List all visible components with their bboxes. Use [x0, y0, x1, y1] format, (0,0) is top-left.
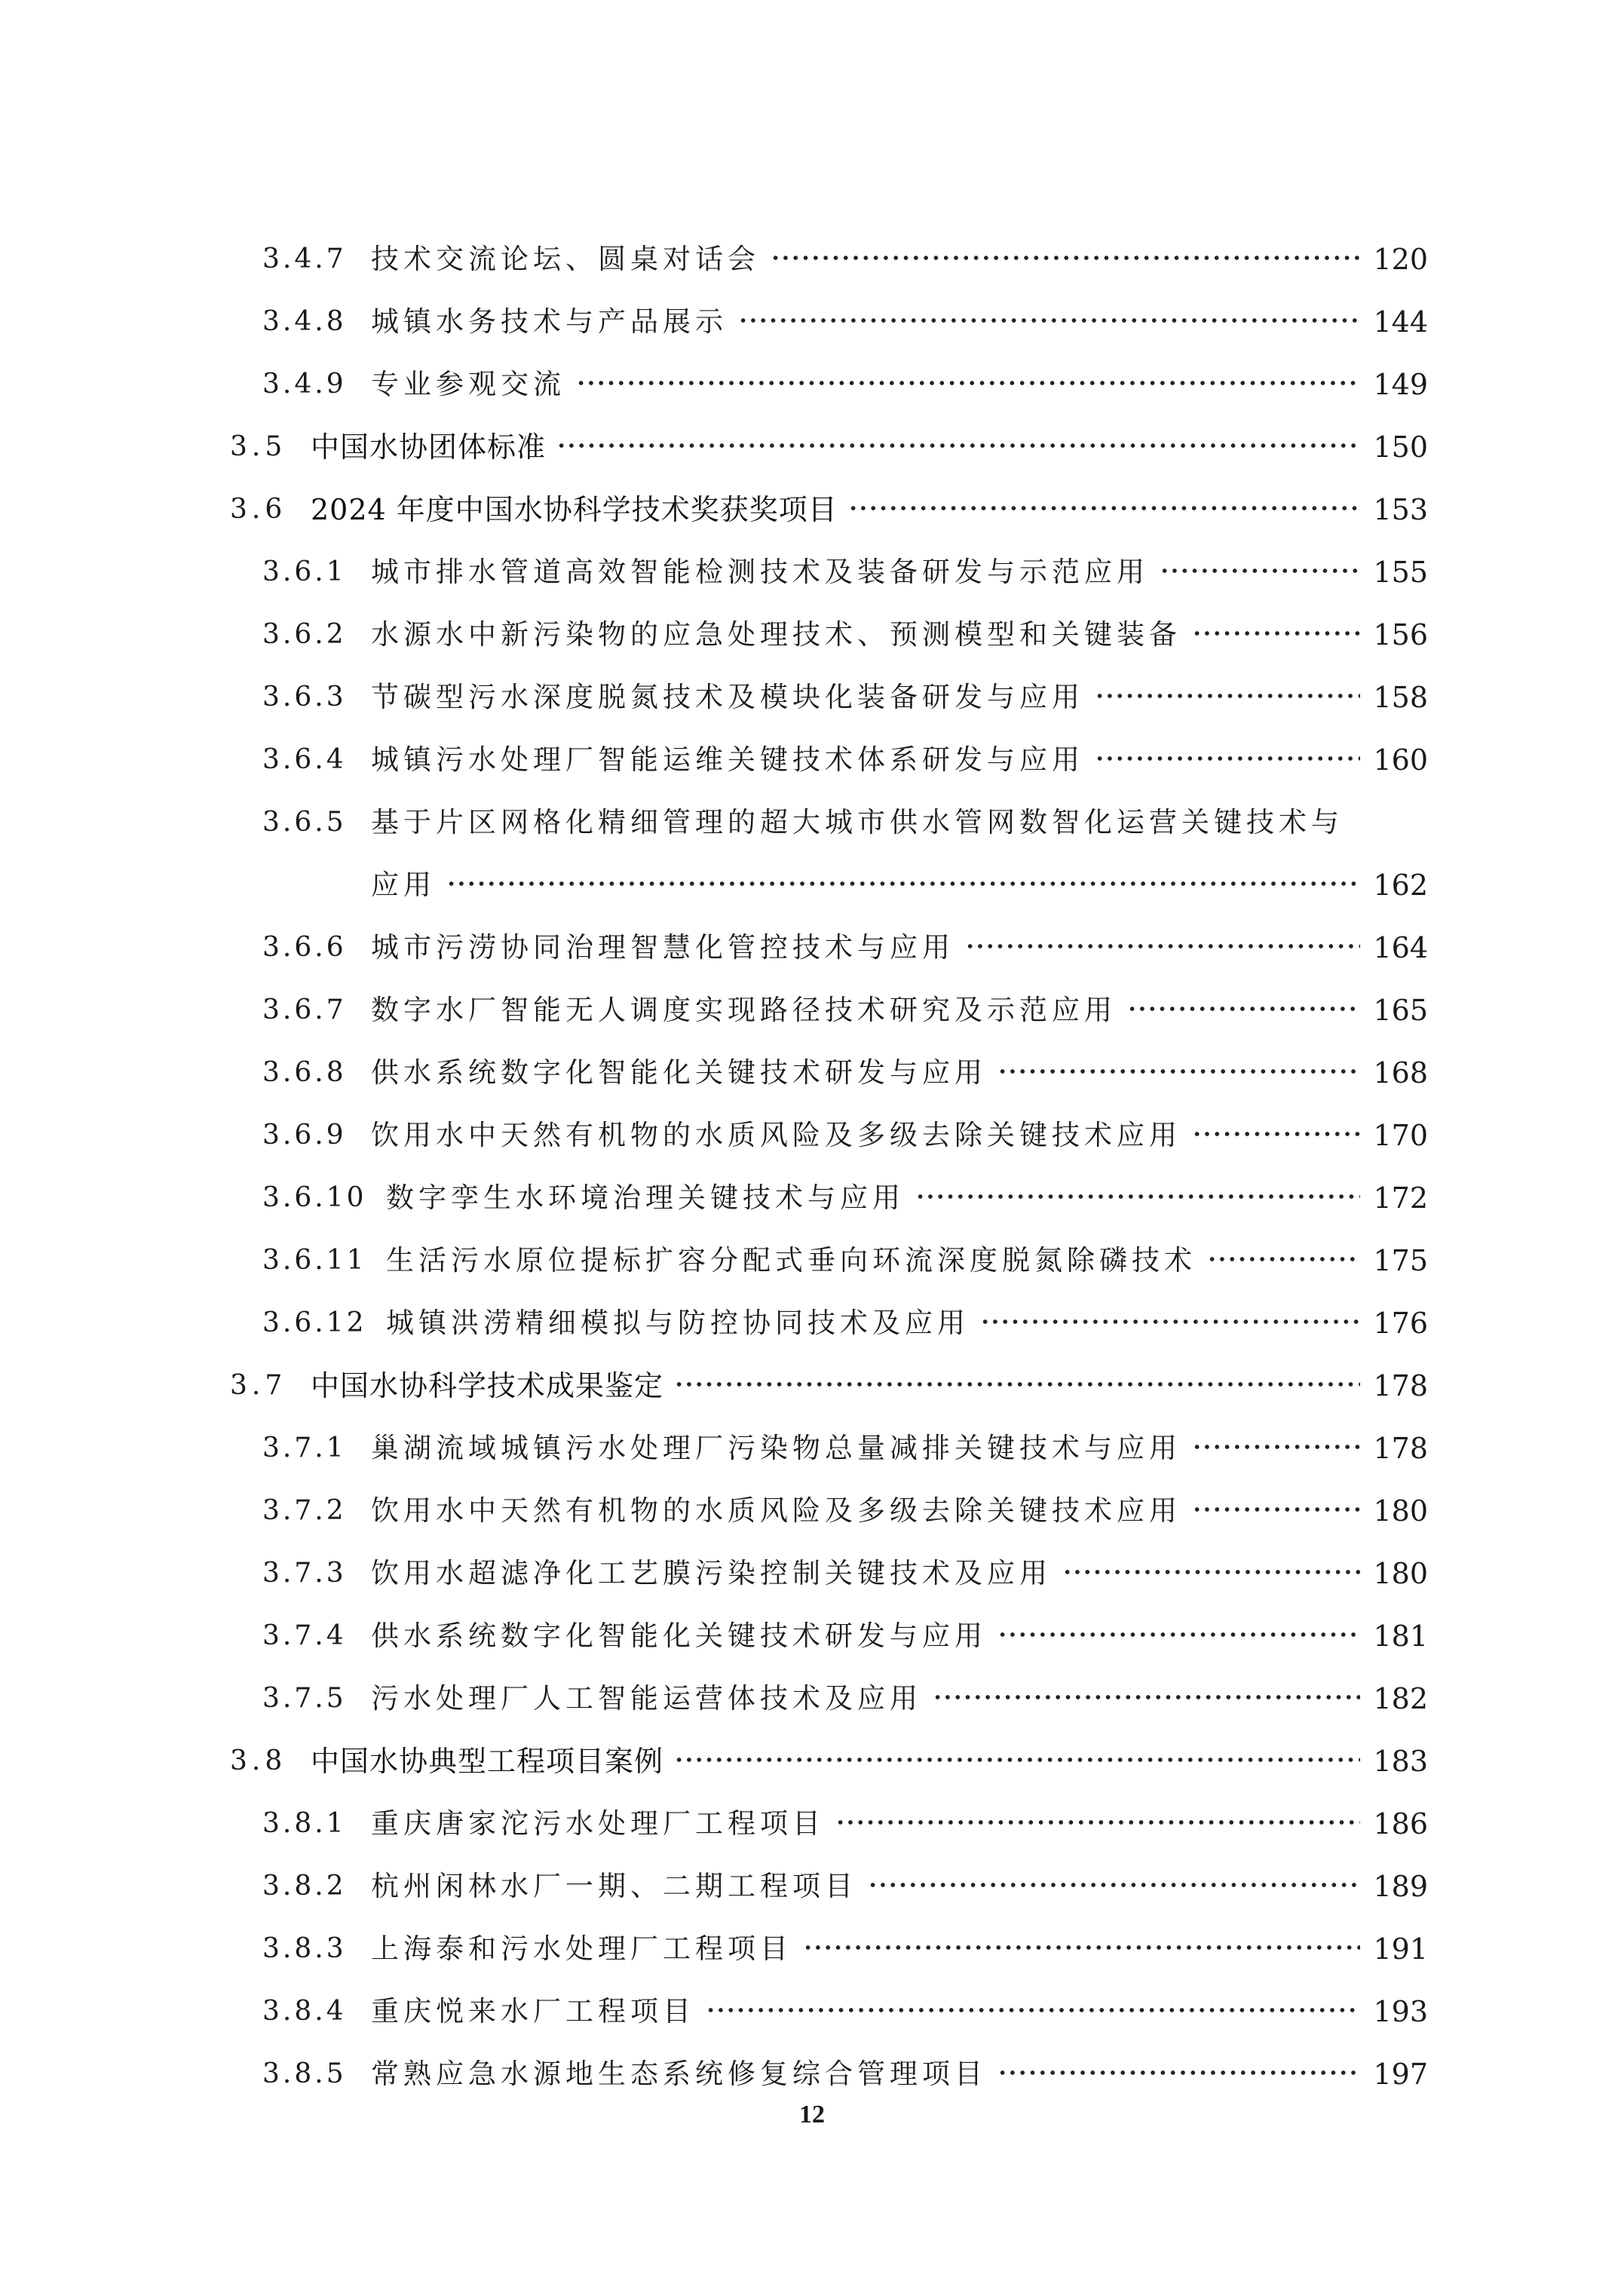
- toc-entry-number: 3.6.6: [262, 932, 347, 963]
- toc-entry-title: 中国水协团体标准: [311, 431, 547, 464]
- toc-entry-title: 生活污水原位提标扩容分配式垂向环流深度脱氮除磷技术: [386, 1244, 1197, 1276]
- toc-dot-leader: [674, 1752, 1360, 1767]
- toc-entry[interactable]: [0, 1111, 1624, 1160]
- toc-entry-page: 186: [1373, 1807, 1428, 1840]
- toc-entry[interactable]: [0, 924, 1624, 972]
- toc-entry-number: 3.6.1: [262, 556, 347, 587]
- toc-entry-number: 3.5: [230, 431, 287, 462]
- toc-entry-title: 城镇水务技术与产品展示: [371, 305, 728, 338]
- toc-entry-page: 160: [1373, 743, 1428, 777]
- toc-entry-number: 3.7: [230, 1370, 287, 1401]
- toc-entry-title: 技术交流论坛、圆桌对话会: [371, 243, 760, 275]
- toc-entry-title: 饮用水中天然有机物的水质风险及多级去除关键技术应用: [371, 1494, 1181, 1527]
- toc-entry-page: 180: [1373, 1557, 1428, 1590]
- toc-dot-leader: [674, 1377, 1360, 1392]
- toc-entry-number: 3.8.3: [262, 1933, 347, 1964]
- toc-dot-leader: [997, 1064, 1360, 1079]
- toc-entry-number: 3.7.5: [262, 1683, 347, 1714]
- toc-entry-number: 3.7.4: [262, 1620, 347, 1651]
- toc-entry-title: 重庆唐家沱污水处理厂工程项目: [371, 1807, 825, 1840]
- toc-entry-number: 3.8.2: [262, 1871, 347, 1902]
- toc-entry-page: 193: [1373, 1995, 1428, 2028]
- toc-entry[interactable]: [0, 486, 1624, 534]
- toc-entry-title: 专业参观交流: [371, 368, 565, 400]
- toc-entry-title: 污水处理厂人工智能运营体技术及应用: [371, 1682, 922, 1715]
- toc-entry-page: 197: [1373, 2058, 1428, 2091]
- toc-entry-number: 3.6: [230, 494, 287, 525]
- toc-dot-leader: [835, 1815, 1360, 1830]
- toc-entry-title: 城市污涝协同治理智慧化管控技术与应用: [371, 931, 954, 964]
- toc-entry-page: 120: [1373, 243, 1428, 276]
- toc-entry-title: 水源水中新污染物的应急处理技术、预测模型和关键装备: [371, 618, 1181, 651]
- toc-entry[interactable]: [0, 298, 1624, 346]
- toc-entry[interactable]: [0, 1362, 1624, 1410]
- toc-entry-page: 172: [1373, 1181, 1428, 1215]
- toc-dot-leader: [1127, 1001, 1360, 1016]
- toc-entry-title: 城镇洪涝精细模拟与防控协同技术及应用: [386, 1307, 970, 1339]
- toc-dot-leader: [1192, 626, 1360, 641]
- toc-entry-title: 城市排水管道高效智能检测技术及装备研发与示范应用: [371, 556, 1149, 588]
- toc-entry-page: 178: [1373, 1432, 1428, 1465]
- toc-entry-page: 164: [1373, 931, 1428, 964]
- toc-entry[interactable]: [0, 1424, 1624, 1473]
- toc-entry-number: 3.6.9: [262, 1120, 347, 1151]
- toc-entry-title: 常熟应急水源地生态系统修复综合管理项目: [371, 2058, 987, 2090]
- toc-dot-leader: [1095, 751, 1360, 766]
- toc-entry-title: 节碳型污水深度脱氮技术及模块化装备研发与应用: [371, 681, 1084, 713]
- page-number: 12: [799, 2101, 825, 2128]
- toc-dot-leader: [848, 501, 1360, 516]
- toc-entry[interactable]: [0, 423, 1624, 471]
- toc-entry-page: 182: [1373, 1682, 1428, 1715]
- toc-entry[interactable]: [0, 1174, 1624, 1222]
- toc-dot-leader: [576, 375, 1360, 391]
- toc-entry-number: 3.6.7: [262, 994, 347, 1025]
- toc-dot-leader: [1095, 688, 1360, 703]
- toc-entry-page: 155: [1373, 556, 1428, 589]
- toc-entry[interactable]: [0, 1862, 1624, 1911]
- toc-entry-continuation[interactable]: [0, 861, 1624, 909]
- toc-entry-page: 170: [1373, 1119, 1428, 1152]
- toc-entry-title-continuation: 应用: [371, 869, 436, 901]
- toc-dot-leader: [738, 313, 1360, 328]
- toc-entry[interactable]: [0, 673, 1624, 722]
- toc-entry-number: 3.6.3: [262, 682, 347, 713]
- toc-entry[interactable]: [0, 1612, 1624, 1660]
- toc-entry-page: 156: [1373, 618, 1428, 651]
- toc-entry[interactable]: [0, 736, 1624, 784]
- toc-entry-title: 上海泰和污水处理厂工程项目: [371, 1932, 792, 1965]
- toc-entry-title: 中国水协科学技术成果鉴定: [311, 1369, 664, 1402]
- toc-entry[interactable]: [0, 611, 1624, 659]
- toc-entry-page: 181: [1373, 1620, 1428, 1653]
- toc-entry-number: 3.7.3: [262, 1558, 347, 1589]
- toc-entry[interactable]: [0, 1800, 1624, 1848]
- toc-entry-page: 144: [1373, 305, 1428, 339]
- toc-dot-leader: [1062, 1565, 1360, 1580]
- toc-entry-title: 数字水厂智能无人调度实现路径技术研究及示范应用: [371, 994, 1117, 1026]
- toc-entry-number: 3.4.8: [262, 306, 347, 337]
- toc-entry[interactable]: [0, 1737, 1624, 1785]
- toc-dot-leader: [1192, 1439, 1360, 1454]
- toc-entry[interactable]: [0, 235, 1624, 283]
- toc-entry[interactable]: [0, 548, 1624, 596]
- toc-entry-title: 供水系统数字化智能化关键技术研发与应用: [371, 1056, 987, 1089]
- toc-dot-leader: [1207, 1252, 1360, 1267]
- toc-entry-page: 165: [1373, 994, 1428, 1027]
- toc-entry-number: 3.7.2: [262, 1495, 347, 1526]
- toc-entry-number: 3.7.1: [262, 1433, 347, 1463]
- toc-entry[interactable]: [0, 986, 1624, 1034]
- toc-entry-number: 3.6.4: [262, 744, 347, 775]
- toc-dot-leader: [446, 876, 1360, 891]
- toc-entry-page: 183: [1373, 1745, 1428, 1778]
- toc-entry-page: 191: [1373, 1932, 1428, 1966]
- toc-entry-number: 3.6.12: [262, 1307, 367, 1338]
- toc-entry[interactable]: [0, 798, 1624, 847]
- toc-dot-leader: [1192, 1126, 1360, 1142]
- toc-entry[interactable]: [0, 1487, 1624, 1535]
- toc-entry-title: 数字孪生水环境治理关键技术与应用: [386, 1181, 905, 1214]
- toc-dot-leader: [771, 250, 1360, 265]
- toc-entry-number: 3.6.10: [262, 1182, 367, 1213]
- toc-entry-title: 饮用水中天然有机物的水质风险及多级去除关键技术应用: [371, 1119, 1181, 1151]
- toc-dot-leader: [933, 1690, 1360, 1705]
- toc-entry-title: 2024 年度中国水协科学技术奖获奖项目: [311, 493, 838, 526]
- toc-entry-number: 3.8.1: [262, 1808, 347, 1839]
- toc-entry-page: 150: [1373, 431, 1428, 464]
- toc-entry-page: 178: [1373, 1369, 1428, 1402]
- toc-dot-leader: [1192, 1502, 1360, 1517]
- toc-dot-leader: [706, 2003, 1360, 2018]
- toc-dot-leader: [1160, 563, 1360, 578]
- toc-entry-page: 162: [1373, 869, 1428, 902]
- toc-entry-page: 176: [1373, 1307, 1428, 1340]
- toc-entry-number: 3.6.5: [262, 807, 347, 838]
- toc-entry-page: 175: [1373, 1244, 1428, 1277]
- toc-entry[interactable]: [0, 2050, 1624, 2098]
- toc-entry-page: 149: [1373, 368, 1428, 401]
- toc-dot-leader: [915, 1189, 1360, 1204]
- toc-dot-leader: [868, 1877, 1360, 1892]
- toc-entry-number: 3.6.2: [262, 619, 347, 650]
- toc-entry[interactable]: [0, 1237, 1624, 1285]
- toc-entry-number: 3.6.8: [262, 1057, 347, 1088]
- toc-dot-leader: [997, 1627, 1360, 1642]
- toc-entry[interactable]: [0, 1675, 1624, 1723]
- toc-entry-number: 3.4.9: [262, 369, 347, 400]
- toc-entry-page: 158: [1373, 681, 1428, 714]
- toc-entry-number: 3.4.7: [262, 244, 347, 274]
- toc-entry-title: 巢湖流域城镇污水处理厂污染物总量减排关键技术与应用: [371, 1432, 1181, 1464]
- toc-entry-title: 城镇污水处理厂智能运维关键技术体系研发与应用: [371, 743, 1084, 776]
- toc-entry[interactable]: [0, 1987, 1624, 2036]
- toc-entry[interactable]: [0, 1925, 1624, 1973]
- toc-dot-leader: [965, 939, 1360, 954]
- toc-entry-title: 杭州闲林水厂一期、二期工程项目: [371, 1870, 857, 1902]
- toc-entry-page: 153: [1373, 493, 1428, 526]
- toc-entry[interactable]: [0, 1299, 1624, 1347]
- toc-entry[interactable]: [0, 1049, 1624, 1097]
- toc-entry-title: 供水系统数字化智能化关键技术研发与应用: [371, 1620, 987, 1652]
- toc-dot-leader: [803, 1940, 1360, 1955]
- toc-dot-leader: [556, 438, 1360, 453]
- toc-entry[interactable]: [0, 360, 1624, 409]
- toc-entry[interactable]: [0, 1549, 1624, 1598]
- toc-entry-title: 中国水协典型工程项目案例: [311, 1745, 664, 1778]
- toc-dot-leader: [997, 2065, 1360, 2080]
- toc-entry-page: 168: [1373, 1056, 1428, 1089]
- toc-entry-title: 重庆悦来水厂工程项目: [371, 1995, 695, 2027]
- toc-entry-number: 3.6.11: [262, 1245, 367, 1276]
- toc-entry-page: 189: [1373, 1870, 1428, 1903]
- toc-entry-number: 3.8: [230, 1745, 287, 1776]
- toc-entry-number: 3.8.4: [262, 1996, 347, 2027]
- toc-entry-number: 3.8.5: [262, 2058, 347, 2089]
- toc-entry-title: 基于片区网格化精细管理的超大城市供水管网数智化运营关键技术与: [371, 806, 1344, 838]
- toc-dot-leader: [980, 1314, 1360, 1329]
- toc-entry-page: 180: [1373, 1494, 1428, 1528]
- toc-entry-title: 饮用水超滤净化工艺膜污染控制关键技术及应用: [371, 1557, 1052, 1589]
